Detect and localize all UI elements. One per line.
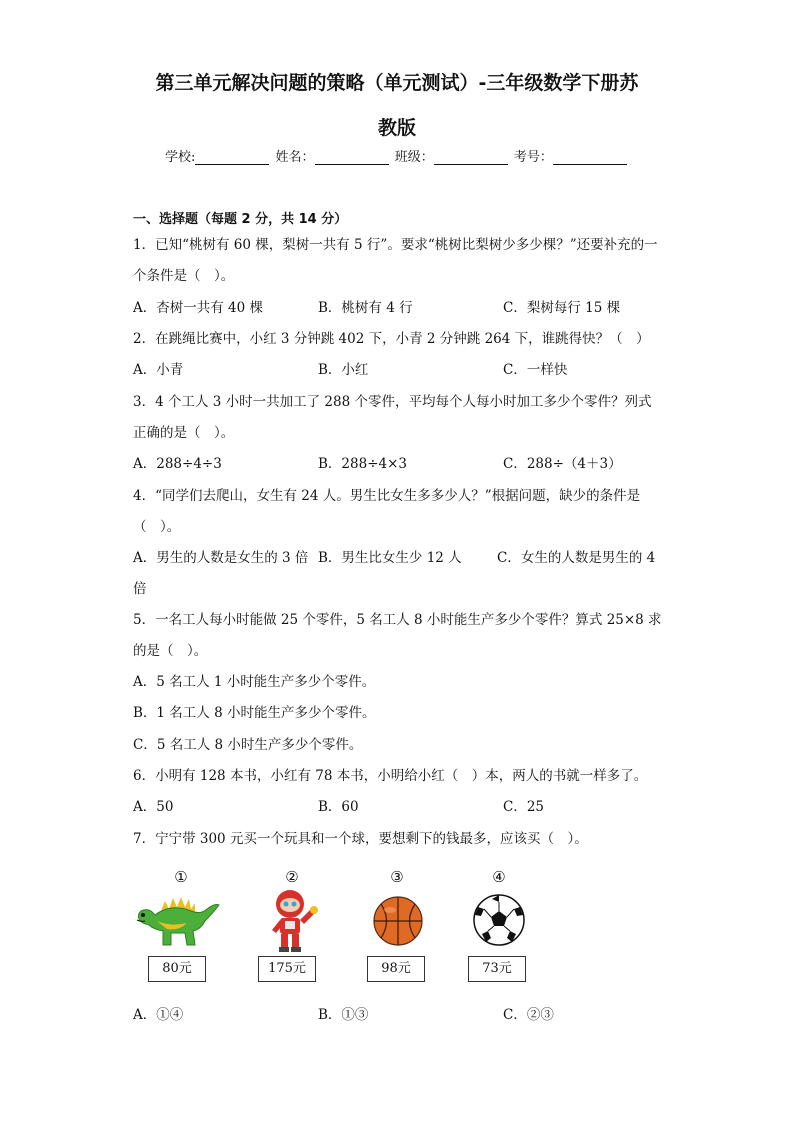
class-label: 班级：	[394, 150, 434, 165]
question-6-option-c[interactable]: C．25	[503, 799, 545, 815]
class-blank[interactable]	[434, 151, 508, 165]
question-2-option-c[interactable]: C．一样快	[503, 362, 568, 378]
question-4-line-1: 4．“同学们去爬山，女生有 24 人。男生比女生多多少人？”根据问题，缺少的条件是	[133, 488, 641, 504]
question-3-option-c[interactable]: C．288÷（4＋3）	[503, 456, 622, 472]
number-label: 考号：	[513, 150, 553, 165]
robot-icon	[264, 888, 324, 954]
item-3-number: ③	[390, 868, 404, 886]
question-5-line-1: 5．一名工人每小时能做 25 个零件，5 名工人 8 小时能生产多少个零件？算式 25×8 求	[133, 612, 662, 628]
question-7-option-b[interactable]: B．①③	[318, 1007, 369, 1023]
student-info	[165, 146, 629, 165]
question-6-line-1: 6．小明有 128 本书，小红有 78 本书，小明给小红（ ）本，两人的书就一样多了。	[133, 768, 648, 784]
question-1-option-a[interactable]: A．杏树一共有 40 棵	[133, 300, 264, 316]
dinosaur-icon	[131, 893, 221, 951]
item-2-number: ②	[285, 868, 299, 886]
item-3-price: 98元	[367, 956, 425, 982]
name-label: 姓名：	[275, 150, 315, 165]
question-2-option-a[interactable]: A．小青	[133, 362, 184, 378]
page-title-line2: 教版	[377, 117, 416, 139]
question-4-option-c-wrap: 倍	[133, 581, 147, 597]
question-7-option-c[interactable]: C．②③	[503, 1007, 554, 1023]
page-title: 第三单元解决问题的策略（单元测试）-三年级数学下册苏	[155, 72, 639, 94]
question-2-option-b[interactable]: B．小红	[318, 362, 369, 378]
question-1-option-c[interactable]: C．梨树每行 15 棵	[503, 300, 621, 316]
question-1-line-2: 个条件是（ ）。	[133, 268, 235, 284]
item-2-price: 175元	[258, 956, 316, 982]
soccer-ball-icon	[472, 893, 526, 947]
question-5-option-a[interactable]: A．5 名工人 1 小时能生产多少个零件。	[133, 674, 376, 690]
item-4-price: 73元	[468, 956, 526, 982]
question-5-option-c[interactable]: C．5 名工人 8 小时生产多少个零件。	[133, 737, 363, 753]
name-blank[interactable]	[315, 151, 389, 165]
question-1-line-1: 1．已知“桃树有 60 棵，梨树一共有 5 行”。要求“桃树比梨树少多少棵？”还要补充的一	[133, 237, 658, 253]
question-3-option-b[interactable]: B．288÷4×3	[318, 456, 407, 472]
school-label: 学校:	[165, 150, 196, 165]
question-5-option-b[interactable]: B．1 名工人 8 小时能生产多少个零件。	[133, 705, 376, 721]
question-3-option-a[interactable]: A．288÷4÷3	[133, 456, 222, 472]
question-3-line-2: 正确的是（ ）。	[133, 425, 235, 441]
question-3-line-1: 3．4 个工人 3 小时一共加工了 288 个零件，平均每个人每小时加工多少个零件？列式	[133, 394, 652, 410]
question-7-option-a[interactable]: A．①④	[133, 1007, 184, 1023]
number-blank[interactable]	[553, 151, 627, 165]
question-7-line-1: 7．宁宁带 300 元买一个玩具和一个球，要想剩下的钱最多，应该买（ ）。	[133, 831, 588, 847]
question-4-option-a[interactable]: A．男生的人数是女生的 3 倍	[133, 550, 309, 566]
school-blank[interactable]	[195, 151, 269, 165]
section-heading: 一、选择题（每题 2 分，共 14 分）	[133, 212, 348, 227]
item-1-number: ①	[174, 868, 188, 886]
basketball-icon	[372, 895, 424, 947]
question-2-line-1: 2．在跳绳比赛中，小红 3 分钟跳 402 下，小青 2 分钟跳 264 下，谁跳得快？（ ）	[133, 331, 650, 347]
question-4-option-b[interactable]: B．男生比女生少 12 人	[318, 550, 462, 566]
question-4-option-c[interactable]: C．女生的人数是男生的 4	[497, 550, 656, 566]
item-4-number: ④	[492, 868, 506, 886]
item-1-price: 80元	[148, 956, 206, 982]
question-5-line-2: 的是（ ）。	[133, 643, 208, 659]
question-1-option-b[interactable]: B．桃树有 4 行	[318, 300, 413, 316]
question-6-option-a[interactable]: A．50	[133, 799, 174, 815]
question-6-option-b[interactable]: B．60	[318, 799, 359, 815]
question-4-line-2: （ ）。	[133, 519, 181, 535]
